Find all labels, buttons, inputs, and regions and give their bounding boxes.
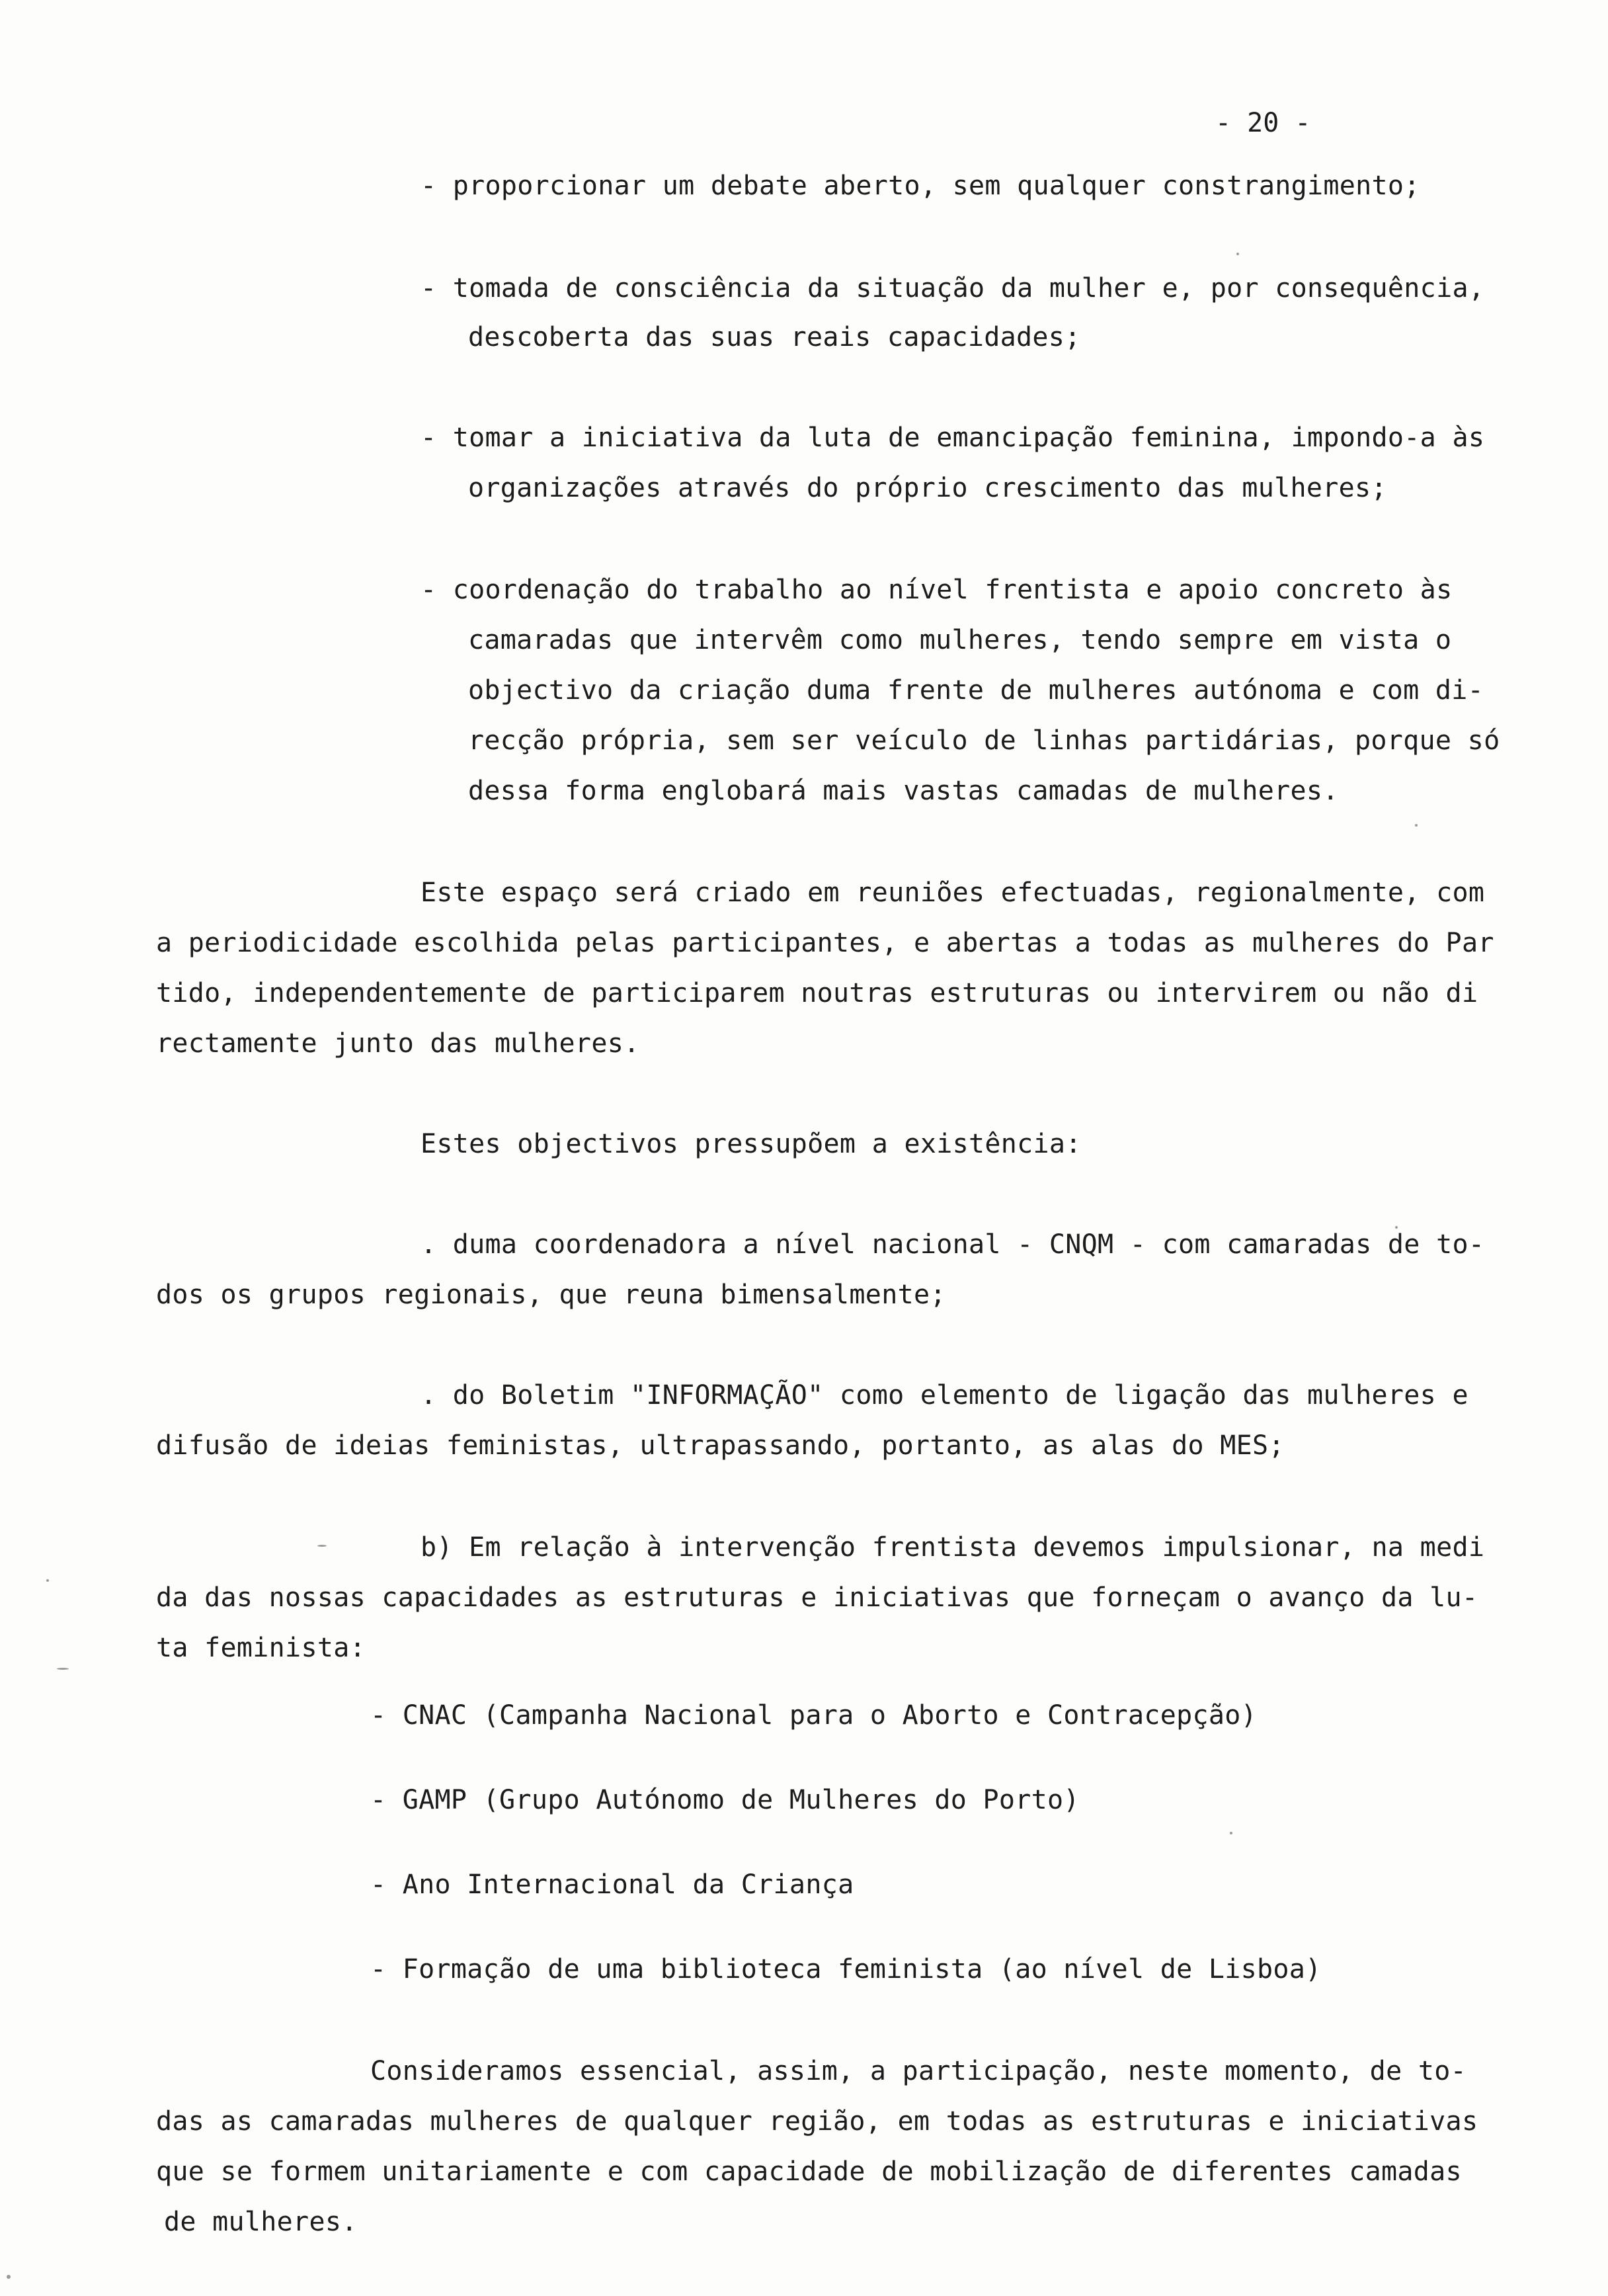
text-line: - tomada de consciência da situação da mulher e, por consequência, [421, 273, 1485, 304]
text-line: difusão de ideias feministas, ultrapassando, portanto, as alas do MES; [156, 1430, 1285, 1461]
text-line: objectivo da criação duma frente de mulheres autónoma e com di- [468, 675, 1484, 706]
text-line: . do Boletim "INFORMAÇÃO" como elemento de ligação das mulheres e [421, 1380, 1468, 1411]
text-line: dos os grupos regionais, que reuna bimensalmente; [156, 1280, 946, 1310]
text-line: Consideramos essencial, assim, a participação, neste momento, de to- [370, 2056, 1467, 2086]
text-line: recção própria, sem ser veículo de linhas partidárias, porque só [468, 725, 1500, 756]
text-line: - proporcionar um debate aberto, sem qualquer constrangimento; [421, 171, 1420, 201]
text-line: - CNAC (Campanha Nacional para o Aborto e Contracepção) [370, 1700, 1258, 1731]
scan-mark [1230, 1832, 1232, 1834]
text-line: camaradas que intervêm como mulheres, tendo sempre em vista o [468, 625, 1452, 655]
scan-mark [57, 1668, 69, 1670]
scan-mark [1236, 253, 1239, 255]
scan-mark [46, 1579, 49, 1582]
text-line: a periodicidade escolhida pelas participantes, e abertas a todas as mulheres do Par [156, 928, 1494, 958]
text-line: que se formem unitariamente e com capacidade de mobilização de diferentes camadas [156, 2156, 1462, 2187]
text-line: tido, independentemente de participarem noutras estruturas ou intervirem ou não di [156, 978, 1478, 1008]
scan-mark [7, 2275, 11, 2279]
text-line: - Ano Internacional da Criança [370, 1869, 854, 1900]
text-line: Estes objectivos pressupõem a existência: [421, 1129, 1082, 1159]
text-line: . duma coordenadora a nível nacional - CNQM - com camaradas de to- [421, 1229, 1485, 1260]
page-number: - 20 - [1215, 108, 1311, 138]
text-line: - tomar a iniciativa da luta de emancipação feminina, impondo-a às [421, 423, 1485, 453]
text-line: organizações através do próprio crescimento das mulheres; [468, 473, 1387, 503]
text-line: das as camaradas mulheres de qualquer região, em todas as estruturas e iniciativas [156, 2106, 1478, 2137]
text-line: rectamente junto das mulheres. [156, 1028, 640, 1059]
text-line: - GAMP (Grupo Autónomo de Mulheres do Porto) [370, 1785, 1080, 1815]
text-line: - coordenação do trabalho ao nível frentista e apoio concreto às [421, 575, 1453, 605]
text-line: de mulheres. [164, 2207, 358, 2237]
scan-mark [1395, 1226, 1398, 1229]
text-line: - Formação de uma biblioteca feminista (ao nível de Lisboa) [370, 1954, 1322, 1985]
text-line: Este espaço será criado em reuniões efectuadas, regionalmente, com [421, 878, 1485, 908]
text-line: ta feminista: [156, 1633, 366, 1663]
text-line: dessa forma englobará mais vastas camadas de mulheres. [468, 776, 1339, 806]
scan-mark [1415, 824, 1418, 827]
text-line: da das nossas capacidades as estruturas e iniciativas que forneçam o avanço da lu- [156, 1582, 1478, 1613]
text-line: b) Em relação à intervenção frentista devemos impulsionar, na medi [421, 1532, 1485, 1563]
text-line: descoberta das suas reais capacidades; [468, 322, 1081, 352]
scan-mark [317, 1545, 327, 1547]
